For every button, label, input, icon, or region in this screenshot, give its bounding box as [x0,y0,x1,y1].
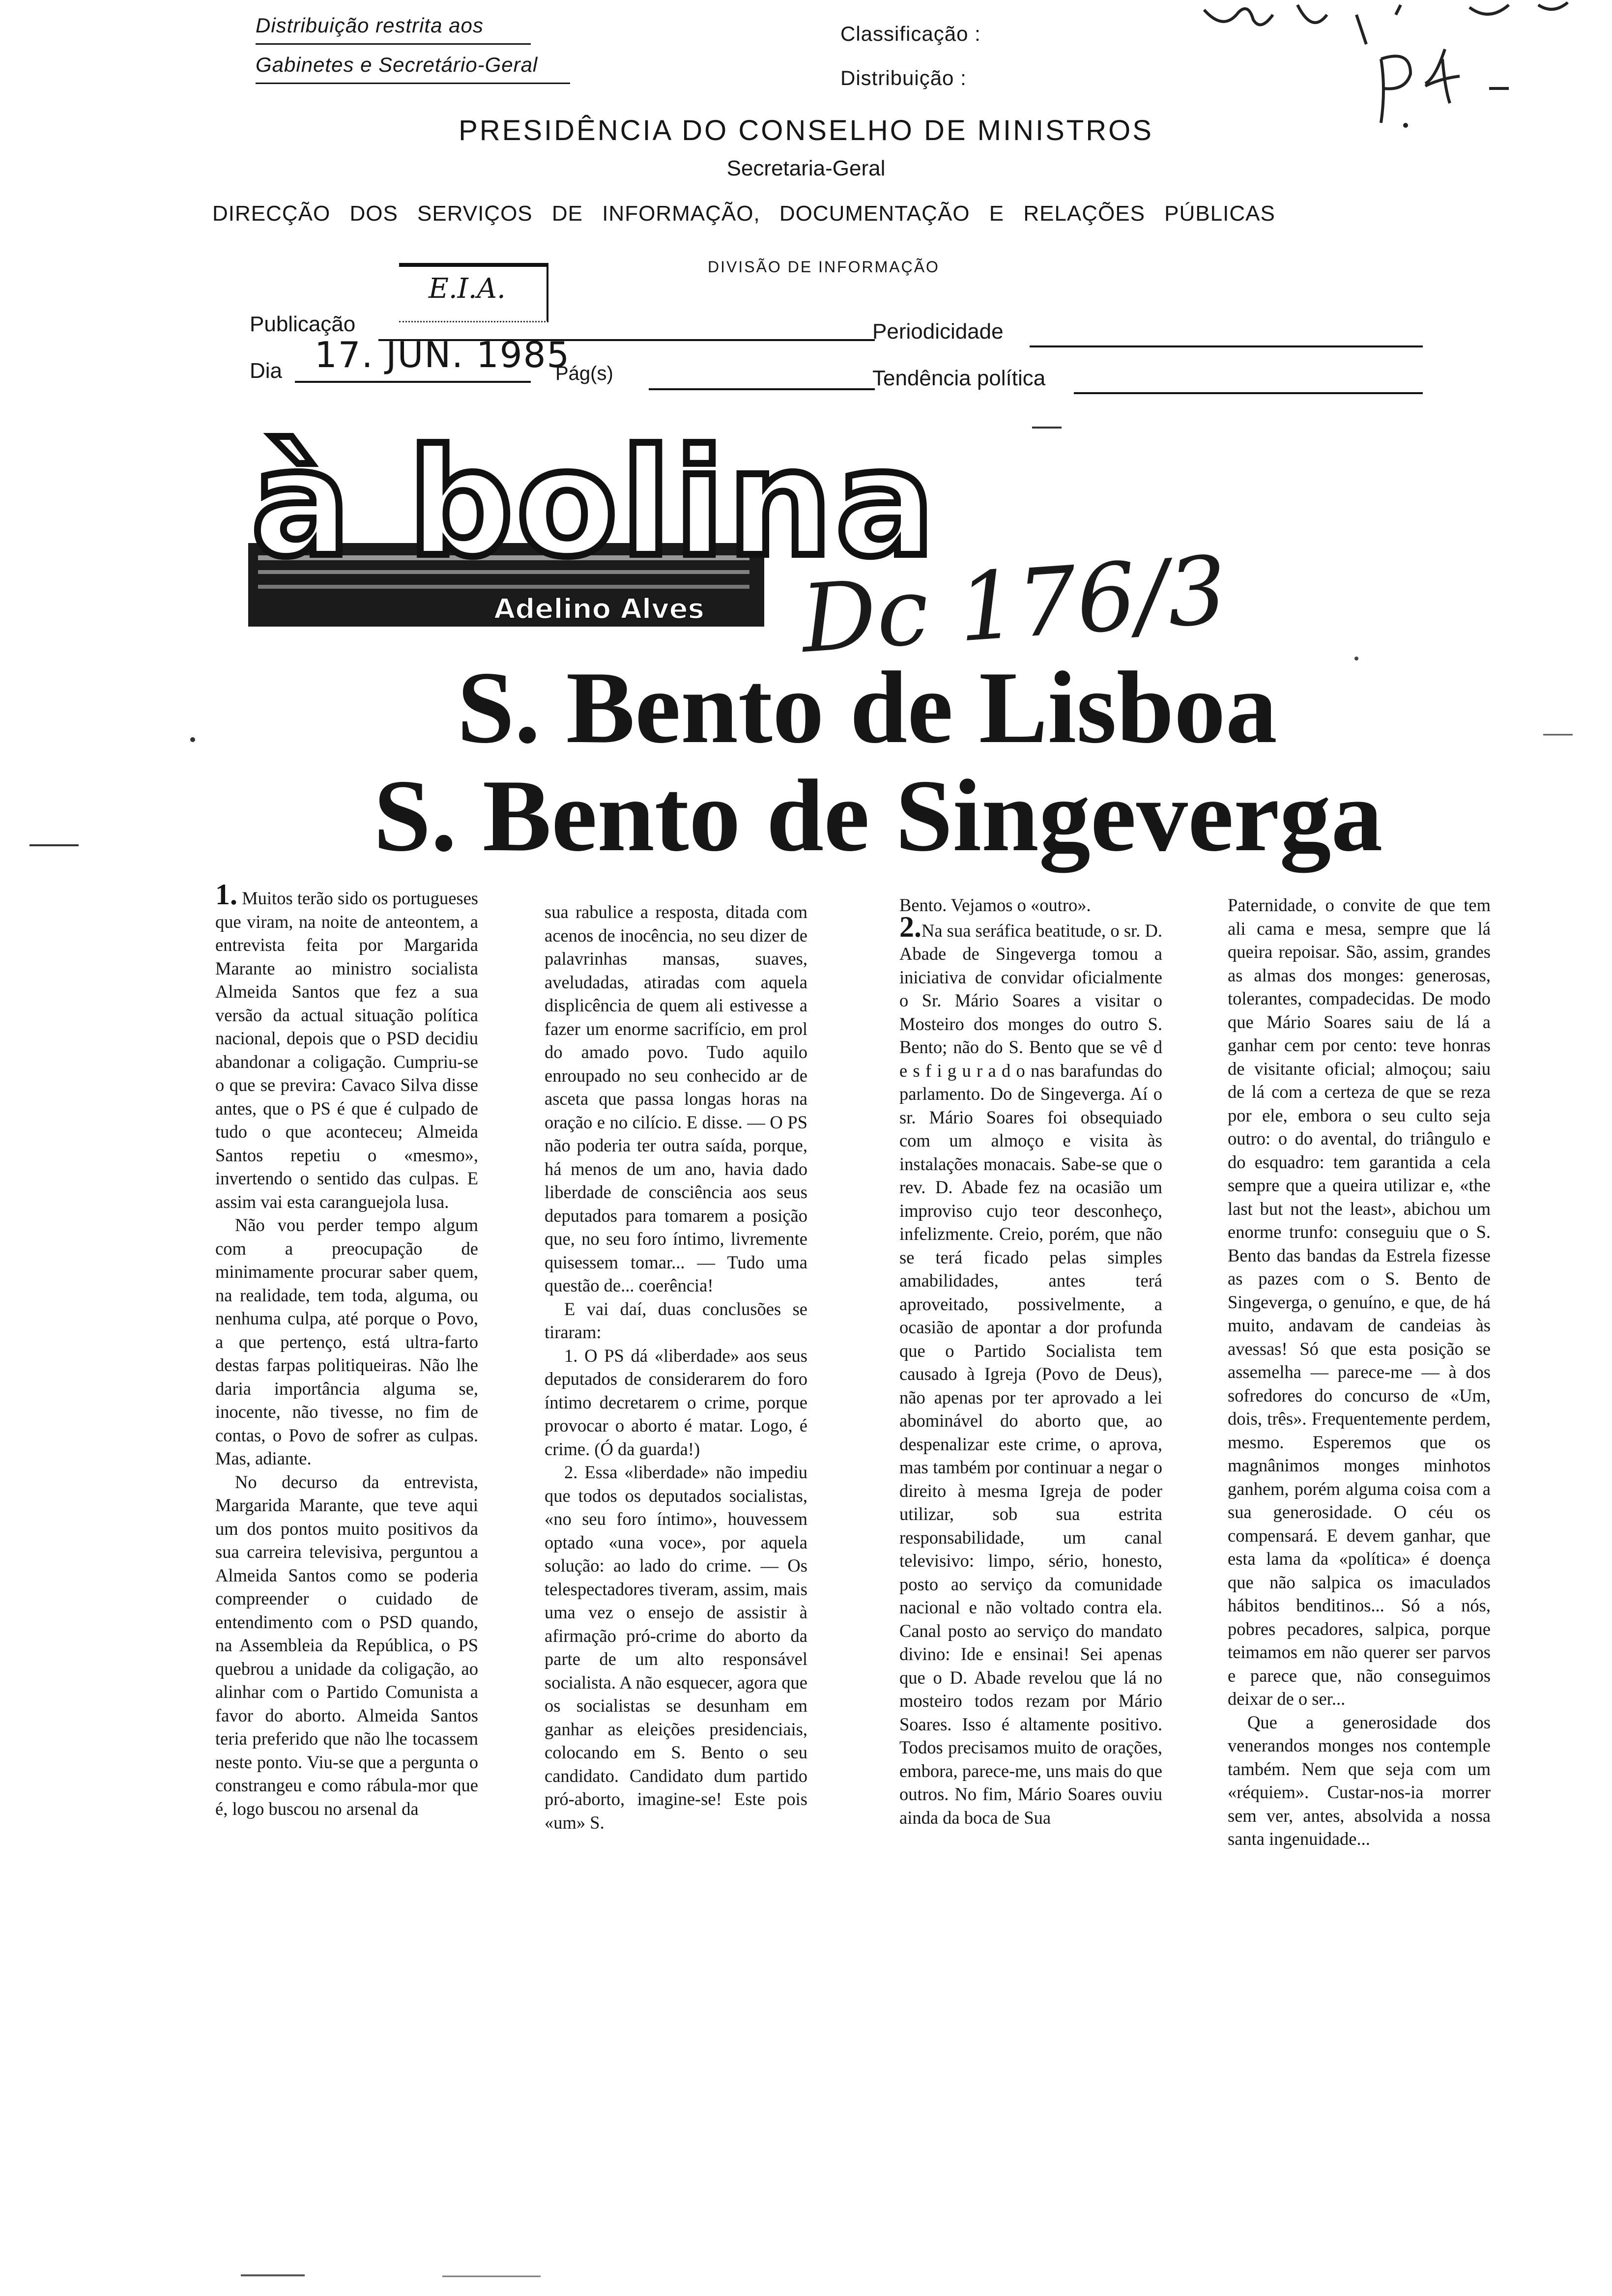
col2-paragraph-2: E vai daí, duas conclusões se tiraram: [545,1298,807,1342]
col2-paragraph-3: 1. O PS dá «liberdade» aos seus deputados de considerarem do foro íntimo decretarem o crime, porque provocar o aborto é matar. Logo, é crime. (Ó da guarda!) [545,1345,807,1459]
tendencia-label: Tendência política [872,366,1046,390]
col1-paragraph-3: No decurso da entrevista, Margarida Marante, que teve aqui um dos pontos muito positivos da sua carreira televisiva, perguntou a Almeida Santos como se poderia compreender o cuidado de entendimento com o PSD quando, na Assembleia da República, o PS quebrou a unidade da coligação, ao alinhar com o Partido Comunista a favor do aborto. Almeida Santos teria preferido que não lhe tocassem neste ponto. Viu-se que a pergunta o constrangeu e como rábula-mor que é, logo buscou no arsenal da [215,1471,478,1819]
org-subtitle: Secretaria-Geral [726,156,886,180]
col4-paragraph-1: Paternidade, o convite de que tem ali cama e mesa, sempre que lá queira repoisar. São, assim, grandes as almas dos monges: generosas, tolerantes, compadecidas. De modo que Mário Soares saiu de lá a ganhar cem por cento: teve honras de visitante oficial; almoçou; saiu de lá com a certeza de que se reza por ele, embora o seu culto seja outro: o do avental, do triângulo e do esquadro: tem garantida a cela sempre que a queira utilizar e, «the last but not the least», abichou um enorme trunfo: conseguiu que o S. Bento das bandas da Estrela fizesse as pazes com o S. Bento de Singeverga, o genuíno, e que, de há muito, andavam de candeias às avessas! Só que esta posição se assemelha — parece-me — à dos sofredores do concurso de «Um, dois, três». Frequentemente perdem, mesmo. Esperemos que os magnânimos monges minhotos ganhem, porém alguma coisa com a sua generosidade. O céu os compensará. E devem ganhar, que esta lama da «política» é doença que não salpica os imaculados hábitos benditinos... Só a nós, pobres pecadores, salpica, porque teimamos em não querer ser parvos e parece que, não conseguimos deixar de o ser... [1228,895,1491,1709]
col1-paragraph-1-text: Muitos terão sido os portugueses que viram, na noite de anteontem, a entrevista feita por Margarida Marante ao ministro socialista Almeida Santos que fez a sua versão da actual situação política nacional, depois que o PSD decidiu abandonar a coligação. Cumpriu-se o que se previra: Cavaco Silva disse antes, que o PS é que é culpado de tudo o que aconteceu; Almeida Santos repetiu o «mesmo», invertendo o sentido das culpas. E assim vai esta caranguejola lusa. [215,888,479,1212]
distribution-note-line1: Distribuição restrita aos [256,14,484,37]
col4-paragraph-2: Que a generosidade dos venerandos monges nos contemple também. Nem que seja com um «réquiem». Custar-nos-ia morrer sem ver, antes, absolvida a nossa santa ingenuidade... [1228,1712,1491,1849]
banner-title: à bolina [251,418,938,589]
dia-label: Dia [250,359,283,383]
col2-paragraph-1: sua rabulice a resposta, ditada com acenos de inocência, no seu dizer de palavrinhas mansas, suaves, aveludadas, atiradas com aquela displicência de quem ali estivesse a fazer um enorme sacrifício, em prol do amado povo. Tudo aquilo enroupado no seu conhecido ar de asceta que passa longas horas na oração e no cilício. E disse. — O PS não poderia ter outra saída, porque, há menos de um ano, havia dado liberdade de consciência aos seus deputados para tomarem a posição que, no seu foro íntimo, livremente quisessem tomar... — Tudo uma questão de... coerência! [545,902,807,1295]
divisao-label: DIVISÃO DE INFORMAÇÃO [708,258,940,276]
direccao-line: DIRECÇÃO DOS SERVIÇOS DE INFORMAÇÃO, DOCUMENTAÇÃO E RELAÇÕES PÚBLICAS [212,201,1275,226]
pags-label: Pág(s) [555,363,613,384]
periodicidade-label: Periodicidade [872,319,1004,344]
col2-paragraph-4: 2. Essa «liberdade» não impediu que todos os deputados socialistas, «no seu foro íntimo», houvessem optado «una voce», por aquela solução: ao lado do crime. — Os telespectadores tiveram, assim, mais uma vez o ensejo de assistir à afirmação pró-crime do aborto da parte de um alto responsável socialista. A não esquecer, agora que os socialistas se desunham em ganhar as eleições presidenciais, colocando em S. Bento o seu candidato. Candidato dum partido pró-aborto, imagine-se! Este pois «um» S. [545,1462,807,1833]
col3-paragraph-2-text: Na sua seráfica beatitude, o sr. D. Abade de Singeverga tomou a iniciativa de convidar oficialmente o Sr. Mário Soares a visitar o Mosteiro dos monges do outro S. Bento; não do S. Bento que se vê d e s f i g u r a d o nas barafundas do parlamento. Do de Singeverga. Aí o sr. Mário Soares foi obsequiado com um almoço e visita às instalações monacais. Sabe-se que o rev. D. Abade fez na ocasião um improviso cujo teor desconheço, infelizmente. Creio, porém, que não se terá ficado pelas simples amabilidades, antes terá aproveitado, possivelmente, a ocasião de apontar a dor profunda que o Partido Socialista tem causado à Igreja (Povo de Deus), não apenas por ter aprovado a lei abominável do aborto que, ao despenalizar este crime, o aprova, mas também por continuar a negar o direito à mesma Igreja de poder utilizar, sob sua estrita responsabilidade, um canal televisivo: limpo, sério, honesto, posto ao serviço da comunidade nacional e não voltado contra ela. Canal posto ao serviço do mandato divino: Ide e ensinai! Sei apenas que o D. Abade revelou que lá no mosteiro todos rezam por Mário Soares. Isso é altamente positivo. Todos precisamos muito de orações, embora, parece-me, uns mais do que outros. No fim, Mário Soares ouviu ainda da boca de Sua [899,920,1162,1828]
byline: Adelino Alves [494,593,704,625]
distribution-note-line2: Gabinetes e Secretário-Geral [256,53,538,76]
section-number-2: 2. [899,910,921,943]
org-title: PRESIDÊNCIA DO CONSELHO DE MINISTROS [459,115,1153,146]
headline-line1: S. Bento de Lisboa [457,651,1277,765]
publicacao-label: Publicação [250,312,356,336]
dia-date-stamp: 17. JUN. 1985 [315,334,571,375]
classificacao-label: Classificação : [840,22,981,45]
col1-paragraph-2: Não vou perder tempo algum com a preocupação de minimamente procurar saber quem, na realidade, tem toda, alguma, ou nenhuma culpa, até porque o Povo, a que pertenço, está ultra-farto destas farpas politiqueiras. Não lhe daria importância alguma se, inocente, não tivesse, no fim de contas, o Povo de sofrer as culpas. Mas, adiante. [215,1215,478,1468]
headline-line2: S. Bento de Singeverga [374,759,1383,873]
section-number-1: 1. [215,878,237,911]
col3-paragraph-1: Bento. Vejamos o «outro». [899,895,1091,915]
distribuicao-label: Distribuição : [840,66,967,89]
handwritten-reference: Dc 176/3 [798,536,1231,674]
publication-stamp-text: E.I.A. [429,273,506,305]
